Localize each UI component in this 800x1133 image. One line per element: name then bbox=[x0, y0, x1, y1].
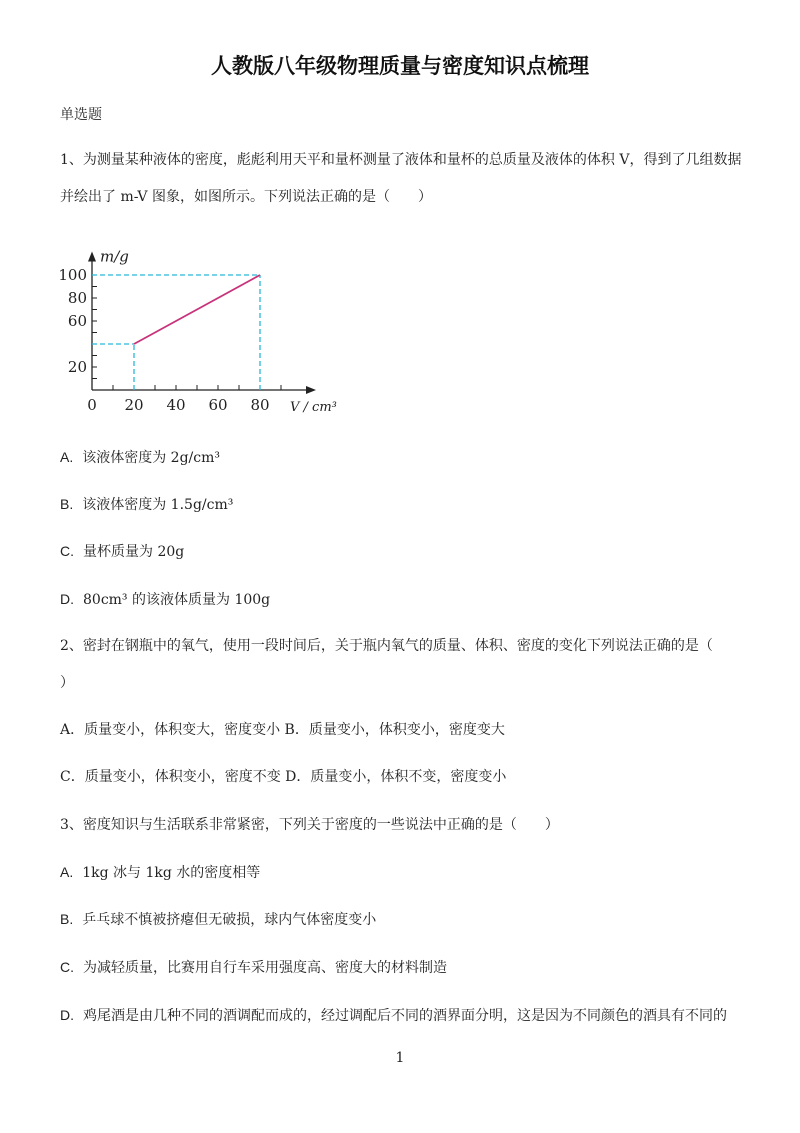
option-letter: A. bbox=[60, 449, 74, 465]
x-axis-arrow bbox=[306, 386, 316, 394]
option-text: 该液体密度为 1.5g/cm³ bbox=[82, 497, 234, 513]
option-3c bbox=[60, 957, 750, 978]
y-axis-label: m/g bbox=[100, 247, 129, 266]
document-title: 人教版八年级物理质量与密度知识点梳理 bbox=[211, 53, 589, 78]
x-tick-label: 20 bbox=[124, 396, 144, 414]
option-text: 为减轻质量，比赛用自行车采用强度高、密度大的材料制造 bbox=[83, 960, 447, 976]
option-letter: B. bbox=[60, 496, 74, 512]
question-2-line-1: 2、密封在钢瓶中的氧气，使用一段时间后，关于瓶内氧气的质量、体积、密度的变化下列说法正确的是（ bbox=[60, 638, 713, 654]
option-text: 该液体密度为 2g/cm³ bbox=[82, 450, 220, 466]
option-3a bbox=[60, 862, 750, 883]
question-1-line-1: 1、为测量某种液体的密度，彪彪利用天平和量杯测量了液体和量杯的总质量及液体的体积 V，得到了几组数据 bbox=[60, 152, 742, 168]
option-3b bbox=[60, 909, 750, 930]
option-3d bbox=[60, 1005, 750, 1026]
option-text: 乒乓球不慎被挤瘪但无破损，球内气体密度变小 bbox=[82, 912, 377, 928]
x-tick-label: 60 bbox=[208, 396, 228, 414]
option-letter: D. bbox=[60, 591, 74, 607]
option-1c bbox=[60, 541, 750, 562]
option-text: 量杯质量为 20g bbox=[83, 544, 185, 560]
option-1d bbox=[60, 589, 750, 610]
option-text: 1kg 冰与 1kg 水的密度相等 bbox=[82, 865, 261, 881]
y-tick-label: 100 bbox=[58, 266, 87, 284]
x-axis-label: V / cm³ bbox=[290, 400, 337, 415]
x-tick-label: 80 bbox=[250, 396, 270, 414]
option-letter: B. bbox=[60, 911, 74, 927]
question-1-line-2: 并绘出了 m-V 图象，如图所示。下列说法正确的是（ ） bbox=[60, 189, 432, 205]
page-number: 1 bbox=[395, 1050, 405, 1066]
y-axis-arrow bbox=[88, 252, 96, 262]
option-letter: C. bbox=[60, 543, 74, 559]
option-1b bbox=[60, 494, 750, 515]
x-tick-label: 40 bbox=[166, 396, 186, 414]
option-letter: C. bbox=[60, 959, 74, 975]
y-tick-label: 20 bbox=[67, 358, 87, 376]
question-2-line-2: ） bbox=[60, 675, 74, 691]
question-2-options-row-2: C．质量变小，体积变小，密度不变 D．质量变小，体积不变，密度变小 bbox=[60, 769, 507, 785]
option-letter: A. bbox=[60, 864, 74, 880]
x-tick-label: 0 bbox=[87, 396, 97, 414]
option-1a bbox=[60, 447, 750, 468]
y-tick-label: 80 bbox=[67, 289, 87, 307]
option-text: 鸡尾酒是由几种不同的酒调配而成的，经过调配后不同的酒界面分明，这是因为不同颜色的酒具有不同的 bbox=[83, 1008, 727, 1024]
option-text: 80cm³ 的该液体质量为 100g bbox=[83, 592, 271, 608]
question-2-options-row-1: A．质量变小，体积变大，密度变小 B．质量变小，体积变小，密度变大 bbox=[60, 722, 505, 738]
section-label: 单选题 bbox=[60, 107, 102, 123]
mv-graph bbox=[55, 228, 375, 420]
option-letter: D. bbox=[60, 1007, 74, 1023]
question-3-line-1: 3、密度知识与生活联系非常紧密，下列关于密度的一些说法中正确的是（ ） bbox=[60, 817, 559, 833]
y-tick-label: 60 bbox=[67, 312, 87, 330]
series-line bbox=[134, 275, 260, 344]
